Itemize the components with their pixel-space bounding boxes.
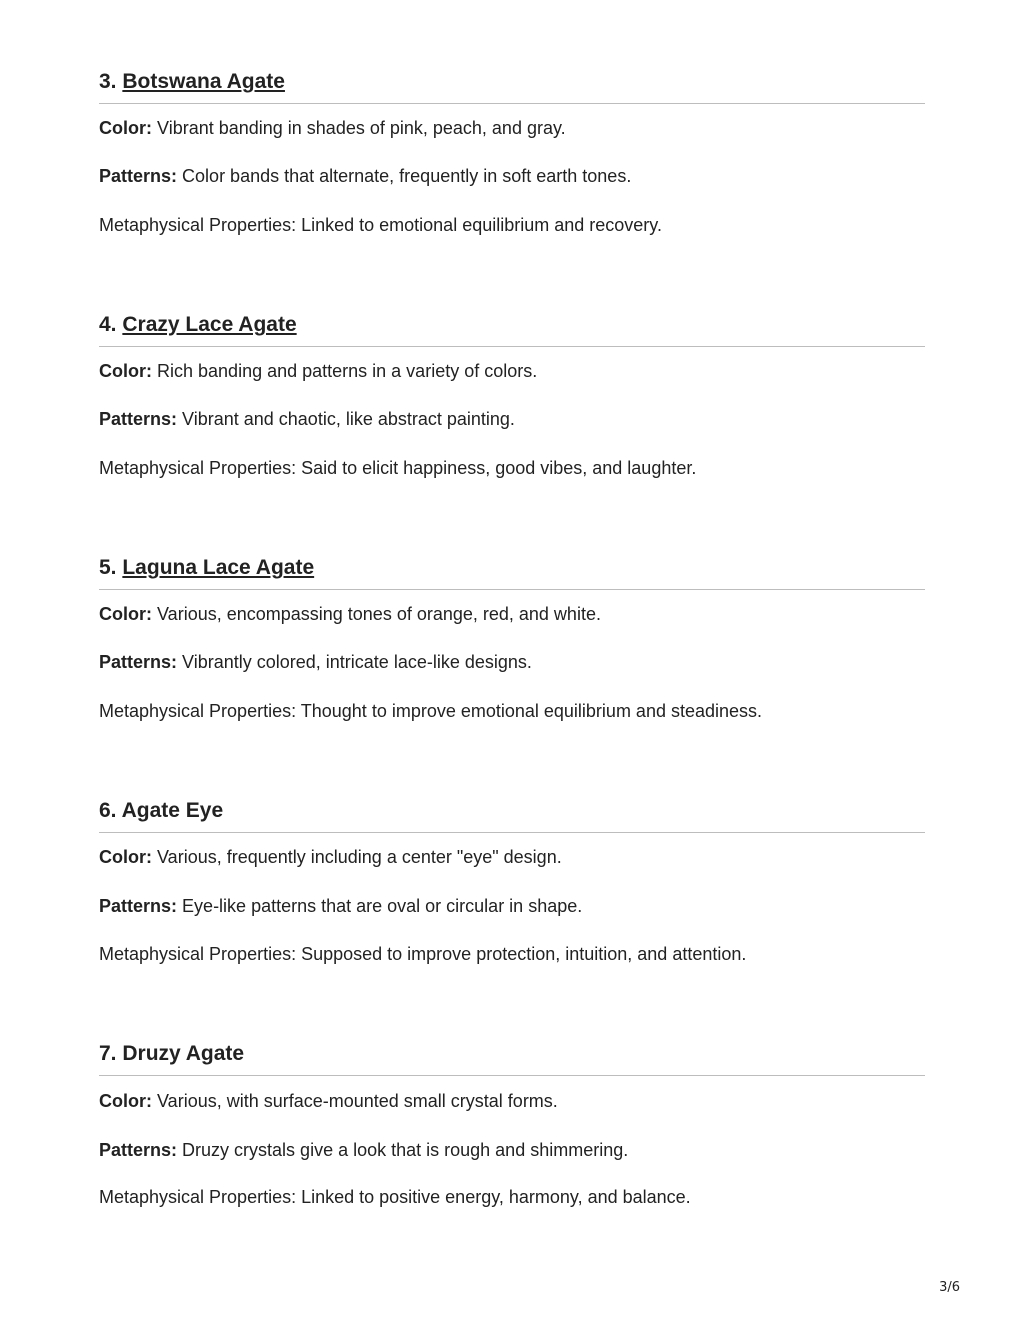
color-line: [99, 602, 601, 626]
section-number: 3.: [99, 70, 117, 93]
patterns-label: Patterns:: [99, 652, 178, 672]
heading-divider: [99, 346, 925, 347]
section-heading: [99, 796, 925, 826]
color-label: Color:: [99, 604, 152, 624]
patterns-text: Druzy crystals give a look that is rough and shimmering.: [182, 1140, 629, 1160]
patterns-text: Color bands that alternate, frequently in soft earth tones.: [182, 166, 632, 186]
section-title-link[interactable]: Laguna Lace Agate: [122, 556, 315, 579]
patterns-label: Patterns:: [99, 166, 178, 186]
section-heading: [99, 553, 925, 583]
color-label: Color:: [99, 847, 152, 867]
patterns-text: Vibrantly colored, intricate lace-like designs.: [182, 652, 532, 672]
section-heading: [99, 1039, 925, 1069]
metaphysical-line: Metaphysical Properties: Said to elicit happiness, good vibes, and laughter.: [99, 458, 697, 478]
section-number: 6.: [99, 799, 117, 822]
section-title-link[interactable]: Botswana Agate: [122, 70, 285, 93]
section-number: 4.: [99, 313, 117, 336]
metaphysical-line: Metaphysical Properties: Supposed to improve protection, intuition, and attention.: [99, 944, 747, 964]
section-laguna-lace-agate: [99, 553, 925, 721]
heading-divider: [99, 103, 925, 104]
patterns-line: [99, 407, 515, 431]
patterns-text: Eye-like patterns that are oval or circular in shape.: [182, 896, 583, 916]
metaphysical-line: Metaphysical Properties: Linked to emotional equilibrium and recovery.: [99, 215, 662, 235]
color-text: Various, frequently including a center "eye" design.: [157, 847, 562, 867]
section-heading: [99, 67, 925, 97]
patterns-label: Patterns:: [99, 1140, 178, 1160]
metaphysical-line: Metaphysical Properties: Linked to positive energy, harmony, and balance.: [99, 1187, 691, 1207]
patterns-line: [99, 650, 532, 674]
heading-divider: [99, 589, 925, 590]
section-crazy-lace-agate: [99, 310, 925, 478]
section-heading: [99, 310, 925, 340]
section-title: Druzy Agate: [122, 1042, 245, 1065]
section-title: Agate Eye: [121, 799, 224, 822]
metaphysical-line: Metaphysical Properties: Thought to improve emotional equilibrium and steadiness.: [99, 701, 763, 721]
color-text: Rich banding and patterns in a variety of colors.: [157, 361, 538, 381]
heading-divider: [99, 832, 925, 833]
page-number: 3/6: [939, 1280, 960, 1295]
section-title-link[interactable]: Crazy Lace Agate: [122, 313, 297, 336]
color-line: [99, 1089, 558, 1113]
patterns-line: [99, 164, 631, 188]
color-text: Various, with surface-mounted small crystal forms.: [157, 1091, 558, 1111]
color-label: Color:: [99, 361, 152, 381]
section-number: 5.: [99, 556, 117, 579]
color-line: [99, 359, 537, 383]
patterns-text: Vibrant and chaotic, like abstract painting.: [182, 409, 515, 429]
section-botswana-agate: [99, 67, 925, 235]
patterns-label: Patterns:: [99, 896, 178, 916]
section-number: 7.: [99, 1042, 117, 1065]
color-line: [99, 845, 562, 869]
patterns-line: [99, 1138, 628, 1162]
color-text: Vibrant banding in shades of pink, peach, and gray.: [157, 118, 566, 138]
patterns-line: [99, 894, 582, 918]
heading-divider: [99, 1075, 925, 1076]
section-druzy-agate: [99, 1039, 925, 1207]
color-label: Color:: [99, 118, 152, 138]
color-line: [99, 116, 566, 140]
color-label: Color:: [99, 1091, 152, 1111]
section-agate-eye: [99, 796, 925, 964]
patterns-label: Patterns:: [99, 409, 178, 429]
color-text: Various, encompassing tones of orange, red, and white.: [157, 604, 601, 624]
